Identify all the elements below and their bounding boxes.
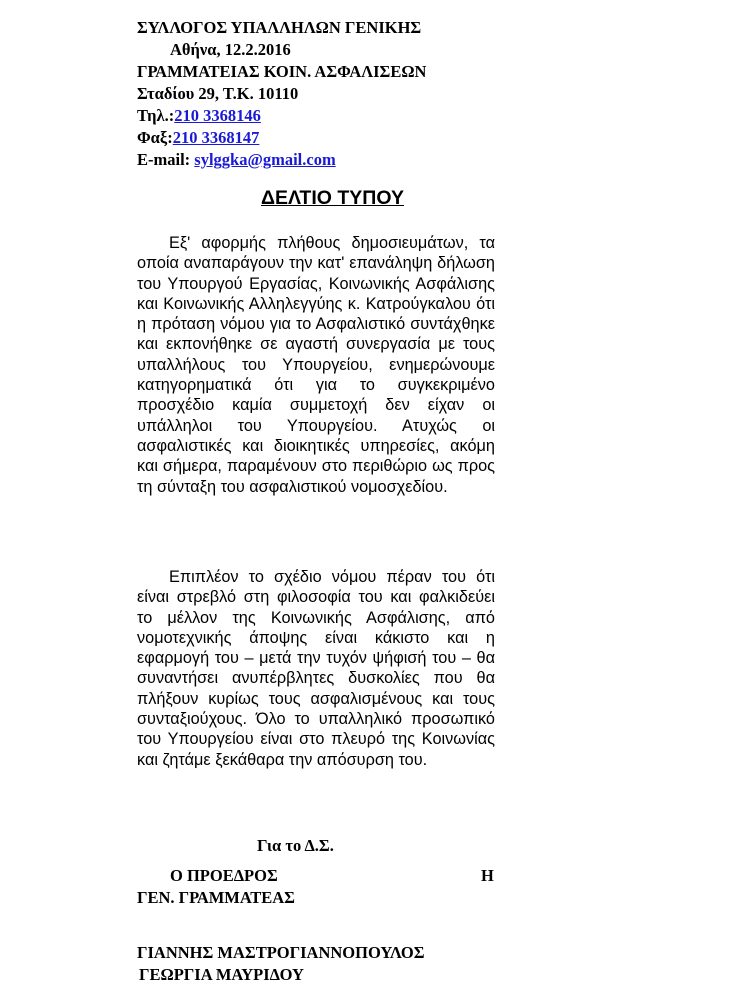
secretary-name: ΓΕΩΡΓΙΑ ΜΑΥΡΙΔΟΥ [139,965,304,984]
place-date: Αθήνα, 12.2.2016 [170,40,291,59]
secretary-article: Η [481,866,494,885]
on-behalf-of-board: Για το Δ.Σ. [257,836,334,855]
email-label: E-mail: [137,150,195,169]
president-name: ΓΙΑΝΝΗΣ ΜΑΣΤΡΟΓΙΑΝΝΟΠΟΥΛΟΣ [137,943,425,962]
email-link[interactable]: sylggka@gmail.com [194,150,336,169]
press-release-title: ΔΕΛΤΙΟ ΤΥΠΟΥ [261,187,404,209]
fax-row [137,128,259,148]
fax-link[interactable]: 210 3368147 [172,128,260,147]
address: Σταδίου 29, Τ.Κ. 10110 [137,84,299,103]
body-paragraph-1: Εξ' αφορμής πλήθους δημοσιευμάτων, τα οποία αναπαράγουν την κατ' επανάληψη δήλωση του Υπουργού Εργασίας, Κοινωνικής Ασφάλισης και Κοινωνικής Αλληλεγγύης κ. Κατρούγκαλου ότι η πρόταση νόμου για το Ασφαλιστικό συντάχθηκε και εκπονήθηκε σε αγαστή συνεργασία με τους υπαλλήλους του Υπουργείου, ενημερώνουμε κατηγορηματικά ότι για το συγκεκριμένο προσχέδιο καμία συμμετοχή δεν είχαν οι υπάλληλοι του Υπουργείου. Ατυχώς οι ασφαλιστικές και διοικητικές υπηρεσίες, ακόμη και σήμερα, παραμένουν στο περιθώριο ως προς τη σύνταξη του ασφαλιστικού νομοσχεδίου. [137,234,495,496]
phone-link[interactable]: 210 3368146 [174,106,261,125]
email-row [137,150,336,170]
president-title: Ο ΠΡΟΕΔΡΟΣ [170,866,278,885]
phone-row [137,106,261,126]
secretary-title: ΓΕΝ. ΓΡΑΜΜΑΤΕΑΣ [137,888,295,907]
org-name-line1: ΣΥΛΛΟΓΟΣ ΥΠΑΛΛΗΛΩΝ ΓΕΝΙΚΗΣ [137,18,422,37]
fax-label: Φαξ: [137,128,173,147]
org-name-line2: ΓΡΑΜΜΑΤΕΙΑΣ ΚΟΙΝ. ΑΣΦΑΛΙΣΕΩΝ [137,62,427,81]
phone-label: Τηλ.: [137,106,175,125]
body-paragraph-2: Επιπλέον το σχέδιο νόμου πέραν του ότι είναι στρεβλό στη φιλοσοφία του και φαλκιδεύει το μέλλον της Κοινωνικής Ασφάλισης, από νομοτεχνικής άποψης είναι κάκιστο και η εφαρμογή του – μετά την τυχόν ψήφισή του – θα συναντήσει ανυπέρβλητες δυσκολίες που θα πλήξουν κυρίως τους ασφαλισμένους και τους συνταξιούχους. Όλο το υπαλληλικό προσωπικό του Υπουργείου είναι στο πλευρό της Κοινωνίας και ζητάμε ξεκάθαρα την απόσυρση του. [137,568,495,769]
